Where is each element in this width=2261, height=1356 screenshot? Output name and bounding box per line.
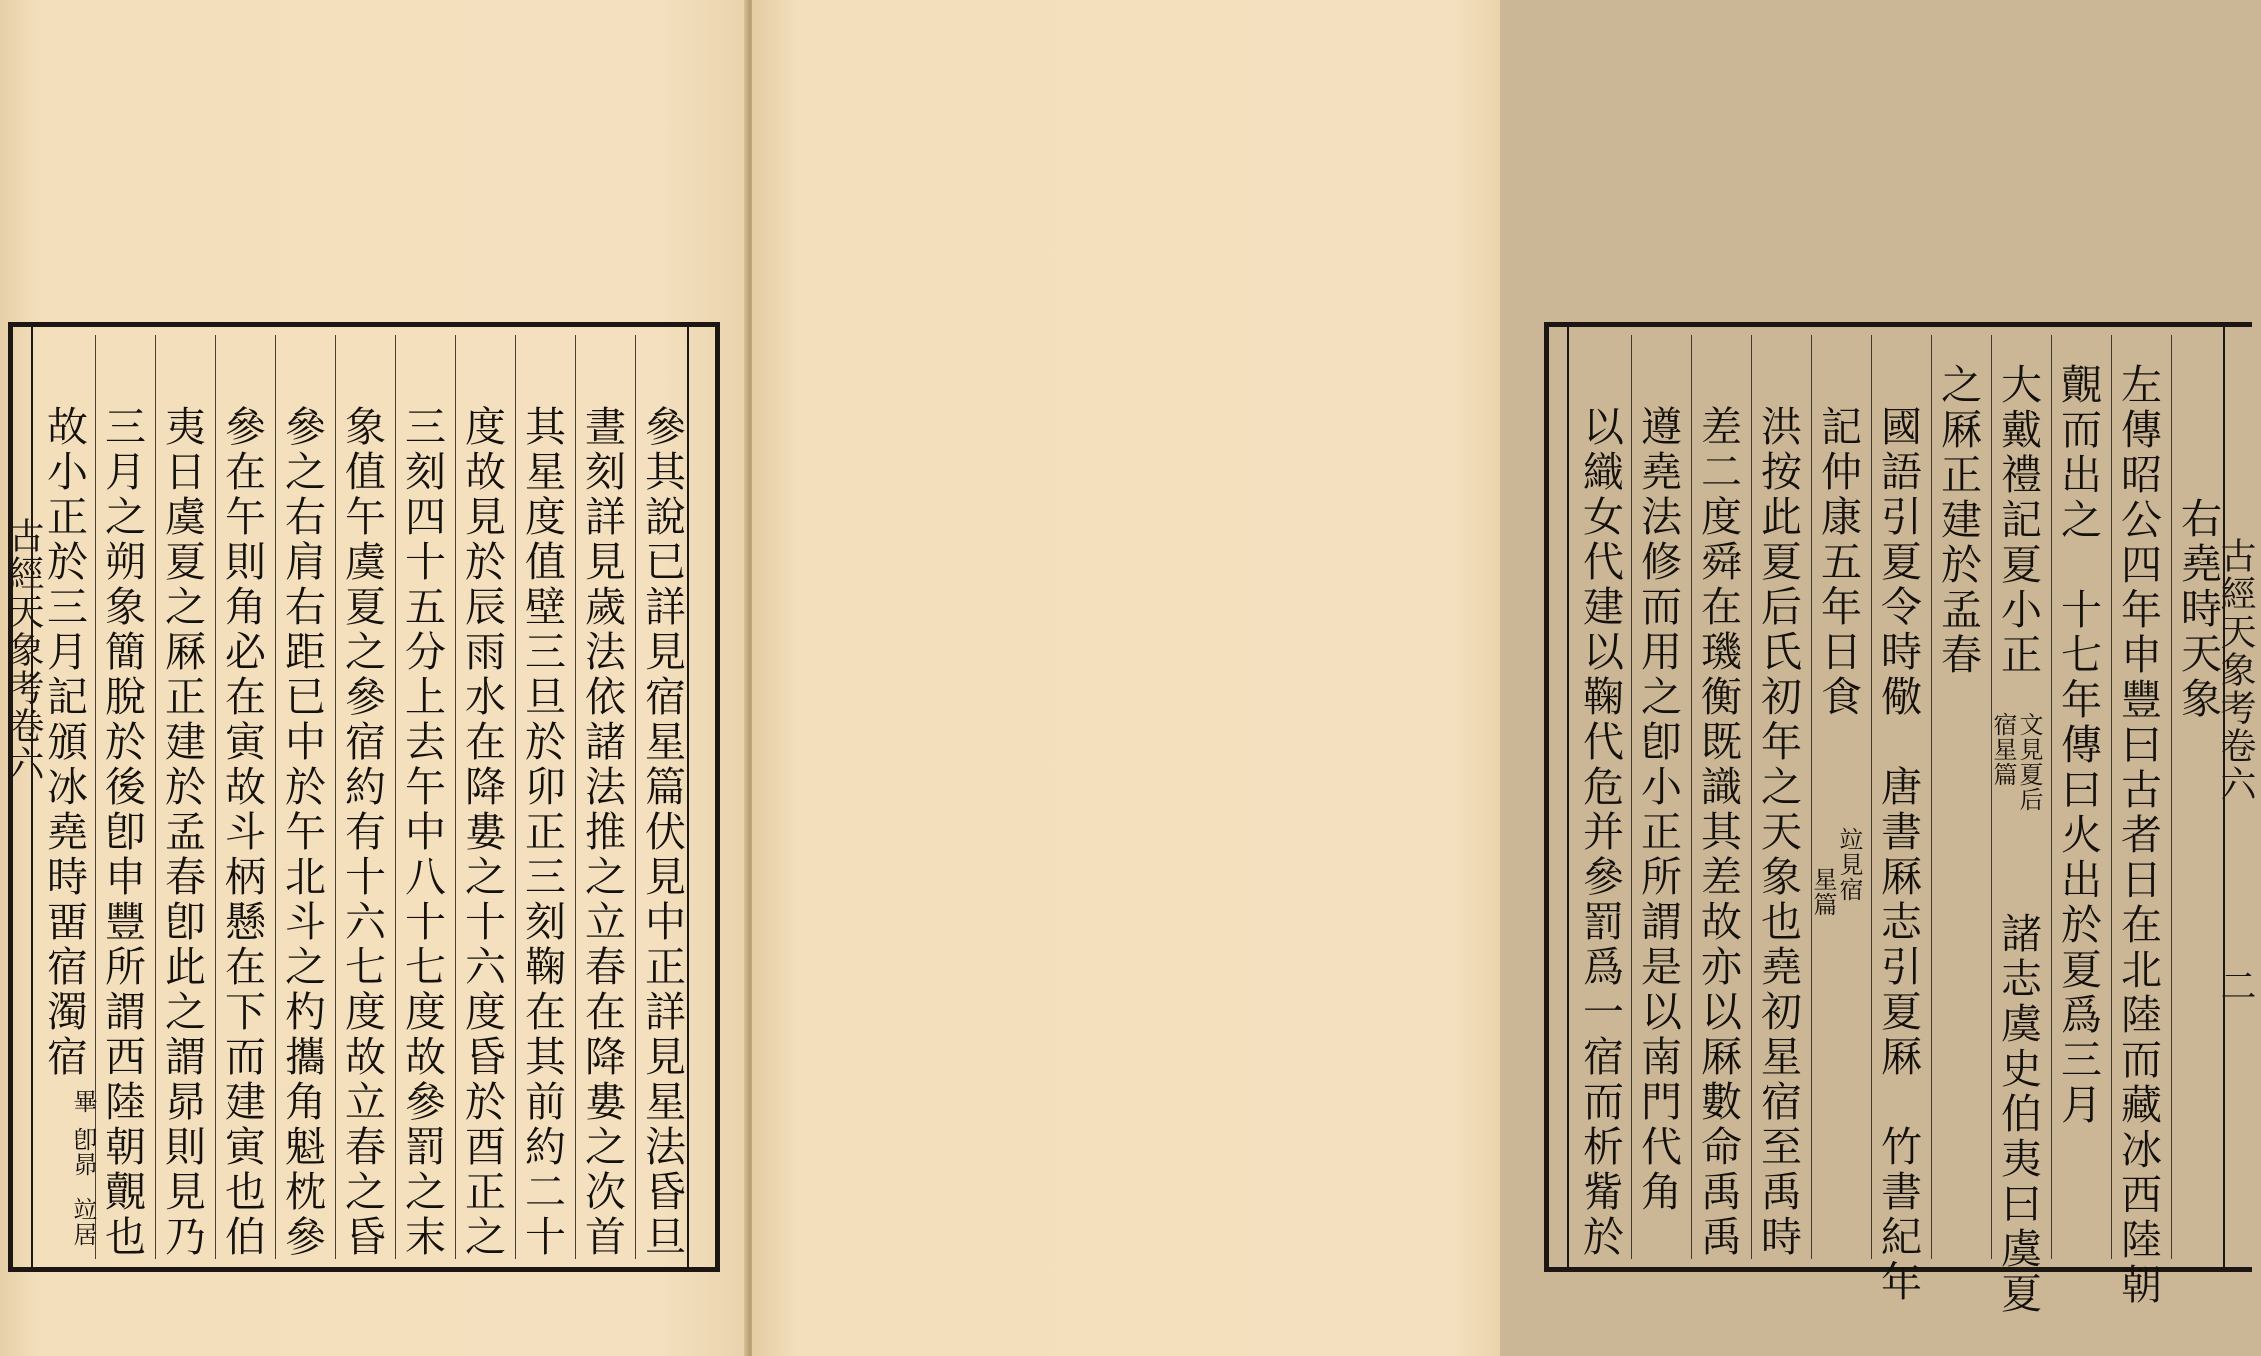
text-column: 參之右肩右距已中於午北斗之杓攜角魁枕參 xyxy=(278,405,326,1260)
right-page-frame xyxy=(1544,322,2256,1317)
text-column: 晝刻詳見歲法依諸法推之立春在降婁之次首 xyxy=(578,405,626,1260)
interlinear-note: 星篇 xyxy=(1809,867,1837,917)
text-column: 覿而出之 十七年傳曰火出於夏爲三月 xyxy=(2054,363,2102,1128)
interlinear-note: 畢 xyxy=(69,1089,97,1114)
text-column: 其星度值壁三旦於卯正三刻鞠在其前約二十 xyxy=(518,405,566,1260)
text-column: 參在午則角必在寅故斗柄懸在下而建寅也伯 xyxy=(218,405,266,1260)
text-column: 故小正於三月記頒冰堯時畱宿濁宿 xyxy=(40,405,88,1080)
text-column: 度故見於辰雨水在降婁之十六度昏於酉正之 xyxy=(458,405,506,1260)
text-column: 遵堯法修而用之卽小正所謂是以南門代角 xyxy=(1634,405,1682,1215)
text-column: 以織女代建以鞠代危并參罰爲一宿而析觜於 xyxy=(1576,405,1624,1260)
text-column: 洪按此夏后氏初年之天象也堯初星宿至禹時 xyxy=(1754,405,1802,1260)
interlinear-note: 竝居 xyxy=(69,1197,97,1247)
interlinear-note: 竝見宿 xyxy=(1835,827,1863,902)
left-page xyxy=(0,0,748,1356)
text-column: 記仲康五年日食 xyxy=(1814,405,1862,720)
interlinear-note: 文見夏后 xyxy=(2015,712,2043,812)
text-column: 象值午虞夏之參宿約有十六七度故立春之昏 xyxy=(338,405,386,1260)
spine-title: 古經天象考卷六 xyxy=(3,517,44,783)
spine-title: 古經天象考卷六 xyxy=(2215,537,2256,803)
text-column: 差二度舜在璣衡既識其差故亦以厤數命禹禹 xyxy=(1694,405,1742,1260)
text-column: 大戴禮記夏小正 xyxy=(1994,363,2042,678)
interlinear-note: 宿星篇 xyxy=(1989,712,2017,787)
right-page xyxy=(752,0,2256,1356)
text-column: 參其說已詳見宿星篇伏見中正詳見星法昏旦 xyxy=(638,405,686,1260)
text-column: 左傳昭公四年申豐曰古者日在北陸而藏冰西陸朝 xyxy=(2114,363,2162,1308)
interlinear-note: 卽昴 xyxy=(69,1127,97,1177)
page-number: 二 xyxy=(2215,967,2256,1005)
left-page-frame xyxy=(3,322,720,1272)
text-column: 三月之朔象簡脫於後卽申豐所謂西陸朝覿也 xyxy=(98,405,146,1260)
text-column: 之厤正建於孟春 xyxy=(1934,363,1982,678)
text-column: 夷日虞夏之厤正建於孟春卽此之謂昴則見乃 xyxy=(158,405,206,1260)
text-column: 三刻四十五分上去午中八十七度故參罰之末 xyxy=(398,405,446,1260)
text-column: 諸志虞史伯夷曰虞夏 xyxy=(1994,912,2042,1317)
section-heading: 右堯時天象 xyxy=(2174,497,2222,722)
text-column: 國語引夏令時儆 唐書厤志引夏厤 竹書紀年 xyxy=(1874,405,1922,1305)
